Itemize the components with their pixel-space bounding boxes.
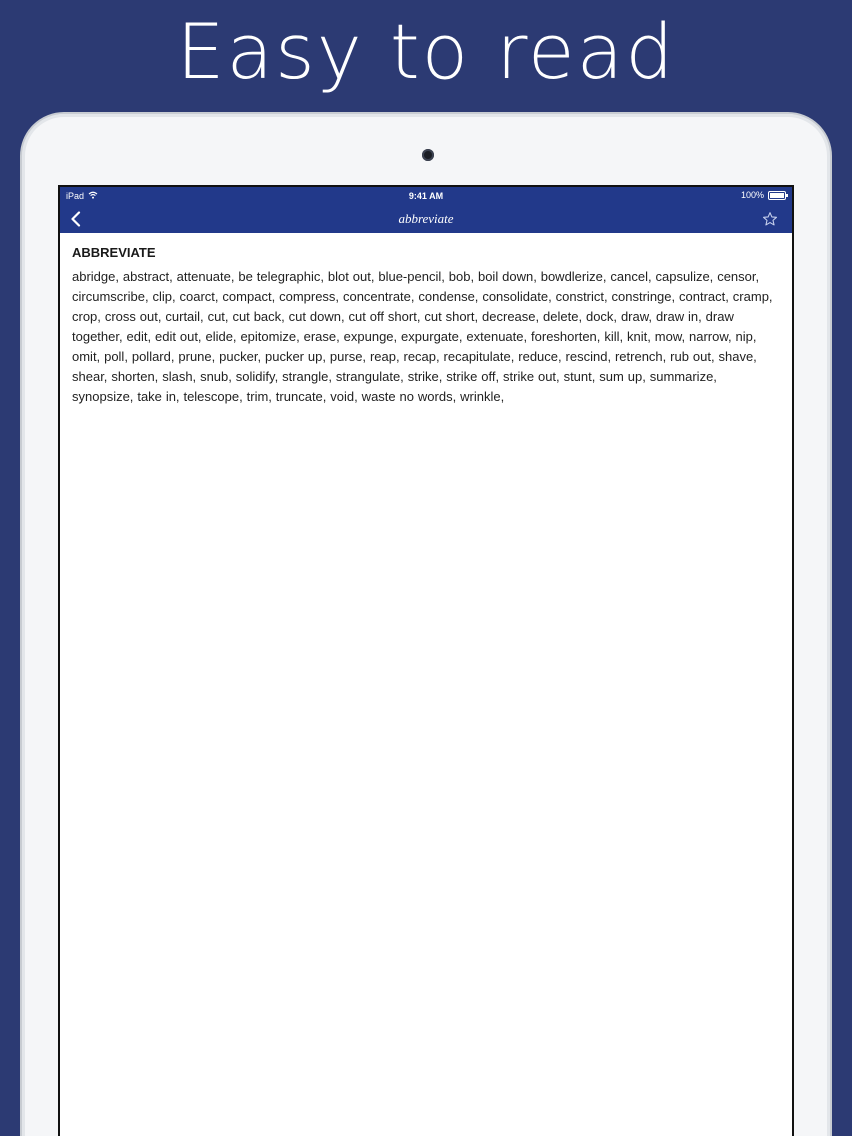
app-screen [58, 185, 794, 1136]
promo-headline: Easy to read [176, 7, 676, 96]
status-bar [60, 187, 792, 205]
battery-percent: 100% [740, 190, 764, 200]
star-icon [762, 211, 778, 227]
status-time: 9:41 AM [408, 191, 444, 201]
favorite-button[interactable] [760, 209, 780, 229]
entry-title: ABBREVIATE [72, 245, 156, 260]
nav-bar [60, 205, 792, 233]
carrier-label: iPad [66, 191, 85, 201]
synonym-list: abridge, abstract, attenuate, be telegraphic, blot out, blue-pencil, bob, boil down, bowdlerize, cancel, capsulize, censor, circumscribe, clip, coarct, compact, compress, concentrate, condense, consolidate, constrict, constringe, contract, cramp, crop, cross out, curtail, cut, cut back, cut down, cut off short, cut short, decrease, delete, dock, draw, draw in, draw together, edit, edit out, elide, epitomize, erase, expunge, expurgate, extenuate, foreshorten, kill, knit, mow, narrow, nip, omit, poll, pollard, prune, pucker, pucker up, purse, reap, recap, recapitulate, reduce, rescind, retrench, rub out, shave, shear, shorten, slash, snub, solidify, strangle, strangulate, strike, strike off, strike out, stunt, sum up, summarize, synopsize, take in, telescope, trim, truncate, void, waste no words, wrinkle, [72, 269, 773, 404]
battery-icon [768, 191, 786, 200]
nav-title: abbreviate [398, 211, 454, 226]
status-right [741, 190, 786, 200]
entry-content [60, 233, 792, 407]
camera-icon [422, 149, 434, 161]
